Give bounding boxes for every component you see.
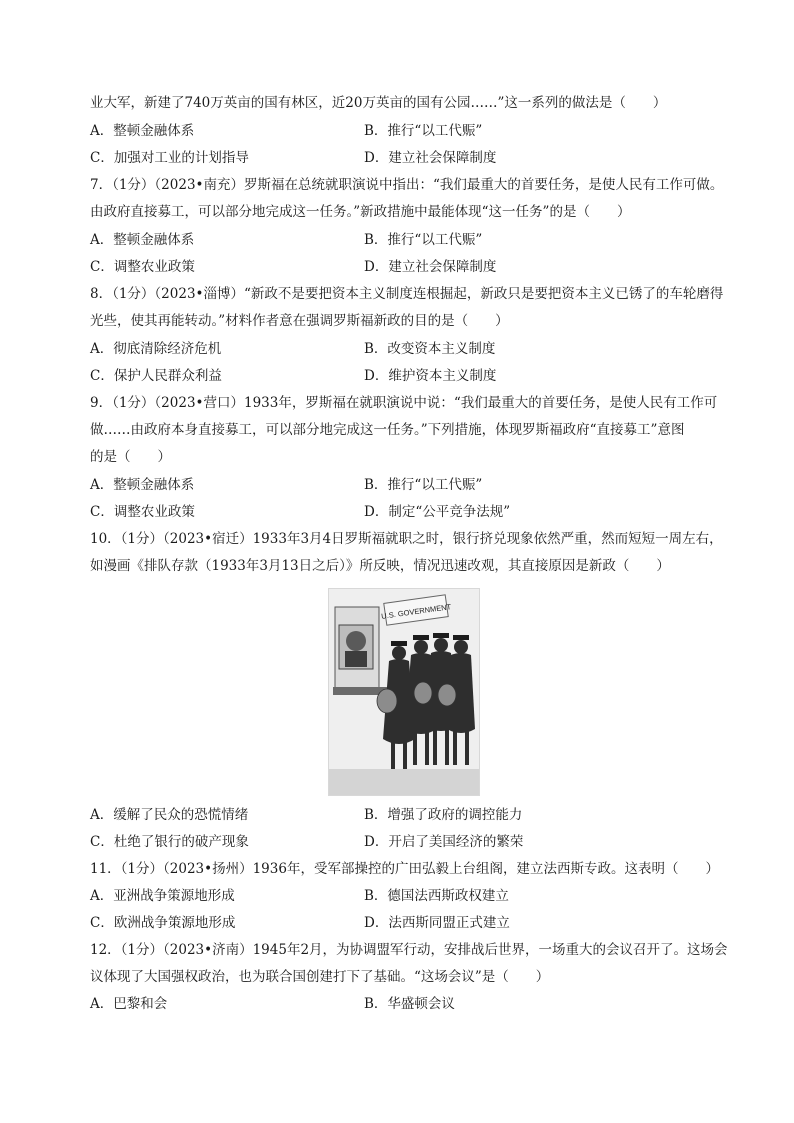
q8-option-c[interactable]: C．保护人民群众利益 <box>90 368 222 384</box>
q10-option-a[interactable]: A．缓解了民众的恐慌情绪 <box>90 807 249 823</box>
q9-option-b[interactable]: B．推行“以工代赈” <box>364 477 483 493</box>
q7-stem: 7．（1分）（2023•南充）罗斯福在总统就职演说中指出：“我们最重大的首要任务，是使人民有工作可做。 <box>90 177 724 193</box>
q6-option-a[interactable]: A．整顿金融体系 <box>90 123 195 139</box>
q8-stem-continuation: 光些，使其再能转动。”材料作者意在强调罗斯福新政的目的是（ ） <box>90 313 509 329</box>
q7-option-b[interactable]: B．推行“以工代赈” <box>364 232 483 248</box>
q10-option-d[interactable]: D．开启了美国经济的繁荣 <box>364 834 524 850</box>
bank-queue-cartoon <box>328 588 480 796</box>
cartoon-sign-text: U.S. GOVERNMENT <box>380 602 452 621</box>
q7-option-c[interactable]: C．调整农业政策 <box>90 259 195 275</box>
q12-stem: 12．（1分）（2023•济南）1945年2月，为协调盟军行动，安排战后世界，一场重大的会议召开了。这场会 <box>90 942 728 958</box>
q11-option-a[interactable]: A．亚洲战争策源地形成 <box>90 888 235 904</box>
q6-option-b[interactable]: B．推行“以工代赈” <box>364 123 483 139</box>
q6-option-c[interactable]: C．加强对工业的计划指导 <box>90 150 249 166</box>
q9-option-a[interactable]: A．整顿金融体系 <box>90 477 195 493</box>
q10-option-c[interactable]: C．杜绝了银行的破产现象 <box>90 834 249 850</box>
q11-stem: 11．（1分）（2023•扬州）1936年，受军部操控的广田弘毅上台组阁，建立法西斯专政。这表明（ ） <box>90 861 719 877</box>
q8-stem: 8．（1分）（2023•淄博）“新政不是要把资本主义制度连根掘起，新政只是要把资本主义已锈了的车轮磨得 <box>90 286 724 302</box>
q10-option-b[interactable]: B．增强了政府的调控能力 <box>364 807 523 823</box>
q7-option-a[interactable]: A．整顿金融体系 <box>90 232 195 248</box>
q11-option-c[interactable]: C．欧洲战争策源地形成 <box>90 915 236 931</box>
q12-option-b[interactable]: B．华盛顿会议 <box>364 996 455 1012</box>
q6-option-d[interactable]: D．建立社会保障制度 <box>364 150 497 166</box>
q12-stem-continuation: 议体现了大国强权政治，也为联合国创建打下了基础。“这场会议”是（ ） <box>90 969 550 985</box>
q8-option-a[interactable]: A．彻底清除经济危机 <box>90 341 222 357</box>
q9-option-c[interactable]: C．调整农业政策 <box>90 504 195 520</box>
q8-option-d[interactable]: D．维护资本主义制度 <box>364 368 497 384</box>
q9-stem: 9．（1分）（2023•营口）1933年，罗斯福在就职演说中说：“我们最重大的首要任务，是使人民有工作可 <box>90 395 718 411</box>
q8-option-b[interactable]: B．改变资本主义制度 <box>364 341 496 357</box>
q10-stem: 10．（1分）（2023•宿迁）1933年3月4日罗斯福就职之时，银行挤兑现象依然严重，然而短短一周左右， <box>90 531 723 547</box>
q12-option-a[interactable]: A．巴黎和会 <box>90 996 168 1012</box>
q7-stem-continuation: 由政府直接募工，可以部分地完成这一任务。”新政措施中最能体现“这一任务”的是（ ） <box>90 204 631 220</box>
q10-stem-continuation: 如漫画《排队存款（1933年3月13日之后）》所反映，情况迅速改观，其直接原因是新政（ ） <box>90 558 670 574</box>
q7-option-d[interactable]: D．建立社会保障制度 <box>364 259 497 275</box>
q11-option-b[interactable]: B．德国法西斯政权建立 <box>364 888 509 904</box>
q9-stem-continuation-1: 做……由政府本身直接募工，可以部分地完成这一任务。”下列措施，体现罗斯福政府“直接募工”意图 <box>90 422 685 438</box>
q6-stem-continuation: 业大军，新建了740万英亩的国有林区，近20万英亩的国有公园……”这一系列的做法是（ ） <box>90 95 667 111</box>
q9-stem-continuation-2: 的是（ ） <box>90 449 171 465</box>
cartoon-drawing <box>329 589 479 795</box>
q11-option-d[interactable]: D．法西斯同盟正式建立 <box>364 915 510 931</box>
q9-option-d[interactable]: D．制定“公平竞争法规” <box>364 504 511 520</box>
